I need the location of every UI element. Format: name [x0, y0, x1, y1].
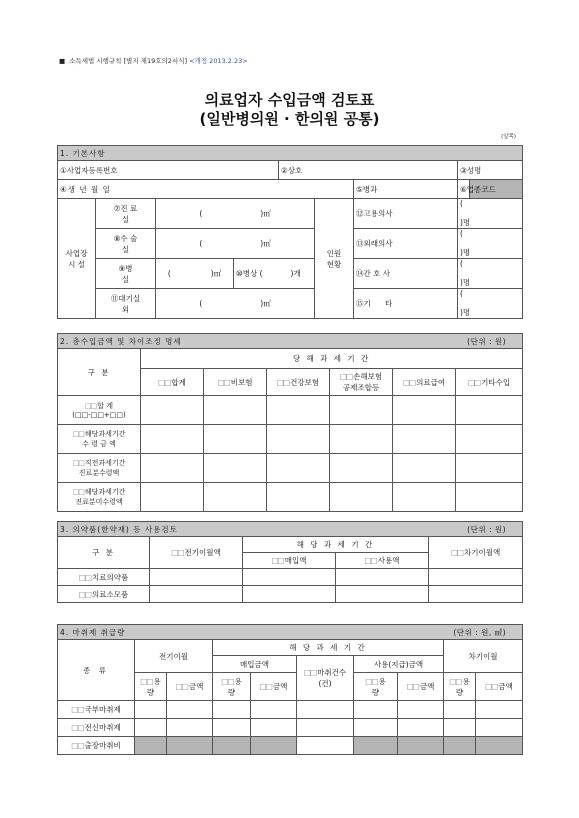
surgery-room-label: ⑧수 술 실: [96, 229, 156, 259]
section-title: 1. 기본사항: [58, 146, 523, 161]
table-row: [58, 396, 523, 425]
revenue-col-header: [141, 369, 204, 396]
amount-cell[interactable]: [336, 569, 429, 586]
amount-cell[interactable]: [267, 454, 330, 483]
paren: (: [460, 199, 463, 208]
amount-header: [476, 673, 523, 701]
amount-cell[interactable]: [456, 425, 523, 454]
row-label: [58, 454, 141, 483]
sqm-unit: ㎡: [263, 209, 271, 218]
page-side-label: (앞쪽): [501, 134, 516, 140]
owner-name-label: ③성명: [460, 165, 482, 175]
qty-header: [135, 673, 167, 701]
revenue-col-label: 의료급여: [416, 377, 446, 387]
beds-field[interactable]: [234, 259, 315, 289]
amount-cell[interactable]: [330, 425, 393, 454]
revenue-col-label: 기타수입: [481, 377, 511, 387]
table-row: [58, 454, 523, 483]
staff-other-label: ⑮기 타: [356, 299, 393, 308]
row-label-text: 해당과세기간 수 령 금 액: [82, 430, 126, 448]
table-row: [58, 701, 523, 719]
amount-cell[interactable]: [444, 737, 476, 755]
table-row: [58, 719, 523, 737]
section-title: [58, 625, 523, 640]
paren: ): [260, 239, 264, 248]
amount-cell[interactable]: [336, 586, 429, 603]
row-label-text: 치료의약품: [91, 572, 129, 582]
qty-label: 용 량: [227, 676, 242, 697]
box-icon: □□: [339, 372, 353, 381]
amount-cell[interactable]: [267, 425, 330, 454]
waiting-room-area[interactable]: [156, 289, 315, 319]
paren: (: [259, 269, 263, 278]
staff-label-cell: [354, 259, 458, 289]
staff-employed-label: ⑫고용의사: [356, 209, 393, 218]
amount-cell[interactable]: [141, 425, 204, 454]
next-header: 차기이월: [444, 640, 523, 673]
row-label: [58, 483, 141, 512]
amount-cell[interactable]: [398, 719, 444, 737]
revenue-col-header: [393, 369, 456, 396]
box-icon: □□: [406, 682, 419, 691]
box-icon: □□: [72, 430, 84, 438]
amount-cell[interactable]: [444, 719, 476, 737]
box-icon: □□: [175, 682, 188, 691]
amount-cell[interactable]: [267, 396, 330, 425]
box-icon: □□: [72, 459, 84, 467]
department-label: ⑤병과: [356, 184, 378, 194]
box-icon: □□: [171, 548, 184, 557]
box-icon: □□: [365, 676, 378, 686]
reg-no-field[interactable]: [58, 161, 279, 180]
trade-name-field[interactable]: [279, 161, 458, 180]
row-label-text: 해당과세기간 진료분미수령액: [75, 488, 126, 506]
period-header: 해 당 과 세 기 간: [213, 640, 444, 656]
amount-cell[interactable]: [135, 737, 167, 755]
staff-outpatient-count[interactable]: [458, 229, 523, 259]
amount-cell[interactable]: [444, 701, 476, 719]
staff-label: 인원 현황: [315, 199, 354, 319]
staff-label-cell: [354, 199, 458, 229]
box-icon: □□: [85, 402, 97, 410]
col-group-label: 구 분: [58, 349, 141, 396]
amount-cell[interactable]: [476, 719, 523, 737]
form-subtitle: (일반병의원 · 한의원 공통): [199, 110, 380, 128]
box-icon: □□: [271, 556, 284, 565]
unit-label: (단위 : 원): [467, 524, 507, 534]
amount-cell[interactable]: [251, 719, 297, 737]
row-label: [58, 586, 150, 603]
anesth-count-header: [297, 656, 354, 701]
table-row: [58, 569, 523, 586]
paren: (: [199, 299, 203, 308]
revenue-col-label: 손해보험 공제조합등: [342, 372, 383, 392]
row-label: [58, 719, 135, 737]
amount-cell[interactable]: [204, 454, 267, 483]
purchase-header: [243, 553, 336, 569]
amount-cell[interactable]: [297, 719, 354, 737]
box-icon: □□: [71, 723, 84, 732]
amount-cell[interactable]: [398, 737, 444, 755]
amount-cell[interactable]: [267, 483, 330, 512]
prev-balance-label: 전기이월액: [184, 548, 221, 557]
anesth-count-label: 마취건수 (건): [317, 668, 347, 688]
amount-cell[interactable]: [393, 454, 456, 483]
trade-name-label: ②상호: [281, 165, 303, 175]
amount-cell[interactable]: [330, 483, 393, 512]
amount-cell[interactable]: [167, 701, 213, 719]
amount-cell[interactable]: [167, 719, 213, 737]
waiting-room-label: ⑪대기실 외: [96, 289, 156, 319]
amount-cell[interactable]: [135, 701, 167, 719]
amount-cell[interactable]: [393, 396, 456, 425]
beds-label: ⑩병상: [236, 269, 258, 278]
amount-cell[interactable]: [354, 701, 398, 719]
table-row: [58, 737, 523, 755]
amount-header: [167, 673, 213, 701]
box-icon: □□: [467, 377, 481, 387]
paren: (: [460, 289, 463, 298]
usage-header: 사용(지급)금액: [354, 656, 444, 673]
box-icon: □□: [402, 377, 416, 387]
qty-header: [354, 673, 398, 701]
amount-cell[interactable]: [476, 737, 523, 755]
box-icon: □□: [364, 556, 377, 565]
ward-room-label: ⑨병 실: [96, 259, 156, 289]
section-anesthetic: [57, 624, 523, 755]
amount-cell[interactable]: [204, 425, 267, 454]
paren: (: [199, 239, 203, 248]
section-title-text: 3. 의약품(한약재) 등 사용검토: [60, 524, 178, 534]
box-icon: □□: [485, 682, 498, 691]
qty-label: 용 량: [455, 676, 470, 697]
section-title-text: 4. 마취제 취급량: [60, 627, 126, 637]
box-icon: □□: [449, 676, 462, 686]
box-icon: □□: [71, 705, 84, 714]
exam-room-area[interactable]: [156, 199, 315, 229]
table-row: [58, 483, 523, 512]
qty-header: [444, 673, 476, 701]
business-code-field[interactable]: [458, 180, 496, 199]
paren: (: [460, 229, 463, 238]
birth-date-field[interactable]: [58, 180, 354, 199]
revenue-col-header: [330, 369, 393, 396]
amount-cell[interactable]: [135, 719, 167, 737]
amount-cell[interactable]: [213, 701, 251, 719]
usage-header: [336, 553, 429, 569]
exam-room-label: ⑦진 료 실: [96, 199, 156, 229]
staff-employed-count[interactable]: [458, 199, 523, 229]
amount-cell[interactable]: [393, 425, 456, 454]
qty-label: 용 량: [371, 676, 386, 697]
facility-label: 사업장 시 설: [58, 199, 96, 319]
prev-header: 전기이월: [135, 640, 213, 673]
box-icon: □□: [303, 668, 317, 677]
paren: ): [260, 299, 264, 308]
box-icon: □□: [221, 676, 234, 686]
owner-name-field[interactable]: [458, 161, 523, 180]
amount-cell[interactable]: [456, 483, 523, 512]
table-row: [58, 425, 523, 454]
amount-cell[interactable]: [213, 719, 251, 737]
staff-outpatient-label: ⑬외래의사: [356, 239, 393, 248]
amount-cell[interactable]: [297, 701, 354, 719]
amount-cell[interactable]: [141, 483, 204, 512]
business-code-label: ⑥업종코드: [460, 184, 496, 194]
staff-nurse-count[interactable]: [458, 259, 523, 289]
staff-nurse-label: ⑭간 호 사: [356, 269, 391, 278]
box-icon: □□: [78, 589, 91, 599]
row-label: [58, 701, 135, 719]
staff-other-count[interactable]: [458, 289, 523, 319]
col-group-label: 종 류: [58, 640, 135, 701]
staff-label-cell: [354, 289, 458, 319]
person-unit: )명: [460, 278, 471, 287]
bullet-icon: ■: [59, 57, 66, 65]
amount-cell[interactable]: [141, 454, 204, 483]
box-icon: □□: [140, 676, 153, 686]
table-row: [58, 586, 523, 603]
unit-label: (단위 : 원, ㎖): [453, 627, 507, 637]
amount-cell[interactable]: [393, 483, 456, 512]
law-reference: 소득세법 시행규칙 [별지 제19호의2서식]: [69, 57, 188, 65]
purchase-label: 매입액: [284, 556, 307, 565]
sqm-unit: ㎡: [213, 269, 222, 278]
amount-label: 금액: [498, 682, 513, 691]
paren: (: [167, 269, 171, 278]
revenue-col-header: [267, 369, 330, 396]
amount-cell[interactable]: [251, 701, 297, 719]
form-header: [59, 56, 248, 65]
amount-cell[interactable]: [243, 569, 336, 586]
paren: ): [210, 269, 214, 278]
amount-label: 금액: [188, 682, 204, 691]
amount-cell[interactable]: [243, 586, 336, 603]
amount-cell[interactable]: [141, 396, 204, 425]
qty-label: 용 량: [146, 676, 161, 697]
amount-header: [398, 673, 444, 701]
sqm-unit: ㎡: [263, 239, 271, 248]
row-label: [58, 425, 141, 454]
row-label-text: 전신마취제: [84, 723, 121, 732]
amount-cell[interactable]: [251, 737, 297, 755]
amount-cell[interactable]: [213, 737, 251, 755]
revenue-col-label: 합계: [171, 377, 186, 387]
amount-cell[interactable]: [354, 737, 398, 755]
amount-cell[interactable]: [204, 483, 267, 512]
revenue-col-header: [204, 369, 267, 396]
period-header: 당 해 과 세 기 간: [141, 349, 523, 369]
box-icon: □□: [71, 741, 84, 750]
amount-cell[interactable]: [429, 586, 523, 603]
section-revenue: [57, 333, 523, 512]
department-field[interactable]: [354, 180, 458, 199]
col-group-label: 구 분: [58, 537, 150, 569]
section-title: [58, 334, 523, 349]
box-icon: □□: [158, 377, 171, 387]
period-header: 해 당 과 세 기 간: [243, 537, 429, 553]
ward-room-area[interactable]: [156, 259, 234, 289]
amount-cell[interactable]: [150, 569, 243, 586]
row-label-text: 직전과세기간 진료분수령액: [78, 459, 126, 477]
amount-cell[interactable]: [167, 737, 213, 755]
section-medicine: [57, 521, 523, 603]
amount-cell[interactable]: [354, 719, 398, 737]
box-icon: □□: [217, 377, 230, 387]
staff-label-cell: [354, 229, 458, 259]
row-label: [58, 737, 135, 755]
form-title: 의료업자 수입금액 검토표: [204, 91, 375, 109]
amount-cell[interactable]: [330, 396, 393, 425]
box-icon: □□: [72, 488, 84, 496]
person-unit: )명: [460, 218, 471, 227]
amount-header: [251, 673, 297, 701]
amount-cell[interactable]: [476, 701, 523, 719]
prev-balance-header: [150, 537, 243, 569]
row-label: [58, 569, 150, 586]
row-label-text: 국부마취제: [84, 705, 121, 714]
person-unit: )명: [460, 248, 471, 257]
amount-cell[interactable]: [398, 701, 444, 719]
count-unit: )개: [290, 269, 301, 278]
reg-no-label: ①사업자등록번호: [60, 165, 118, 175]
section-title: [58, 522, 523, 537]
row-label-text: 합 계 (□□-□□+□□): [72, 402, 126, 419]
next-balance-header: [429, 537, 523, 569]
section-title-text: 2. 총수입금액 및 차이조정 명세: [60, 336, 182, 346]
sqm-unit: ㎡: [263, 299, 271, 308]
paren: (: [460, 259, 463, 268]
amount-cell[interactable]: [150, 586, 243, 603]
unit-label: (단위 : 원): [467, 336, 507, 346]
purchase-header: 매입금액: [213, 656, 297, 673]
amount-label: 금액: [272, 682, 288, 691]
paren: ): [260, 209, 264, 218]
amount-cell[interactable]: [429, 569, 523, 586]
amount-cell[interactable]: [204, 396, 267, 425]
amount-label: 금액: [419, 682, 435, 691]
revenue-col-header: [456, 369, 523, 396]
box-icon: □□: [78, 572, 91, 582]
birth-date-label: ④생 년 월 일: [60, 184, 111, 194]
amount-cell[interactable]: [456, 454, 523, 483]
section-basic-info: [57, 145, 523, 319]
person-unit: )명: [460, 308, 471, 317]
qty-header: [213, 673, 251, 701]
revision-date: <개정 2013.2.23>: [189, 57, 248, 65]
row-label: [58, 396, 141, 425]
row-label-text: 출장마취비: [84, 741, 121, 750]
next-balance-label: 차기이월액: [464, 548, 501, 557]
box-icon: □□: [276, 377, 290, 387]
surgery-room-area[interactable]: [156, 229, 315, 259]
paren: (: [199, 209, 203, 218]
amount-cell[interactable]: [297, 737, 354, 755]
usage-label: 사용액: [377, 556, 400, 565]
box-icon: □□: [450, 548, 463, 557]
revenue-col-label: 비보험: [230, 377, 253, 387]
amount-cell[interactable]: [330, 454, 393, 483]
box-icon: □□: [259, 682, 272, 691]
revenue-col-label: 건강보험: [290, 377, 320, 387]
amount-cell[interactable]: [456, 396, 523, 425]
row-label-text: 의료소모품: [91, 589, 129, 599]
